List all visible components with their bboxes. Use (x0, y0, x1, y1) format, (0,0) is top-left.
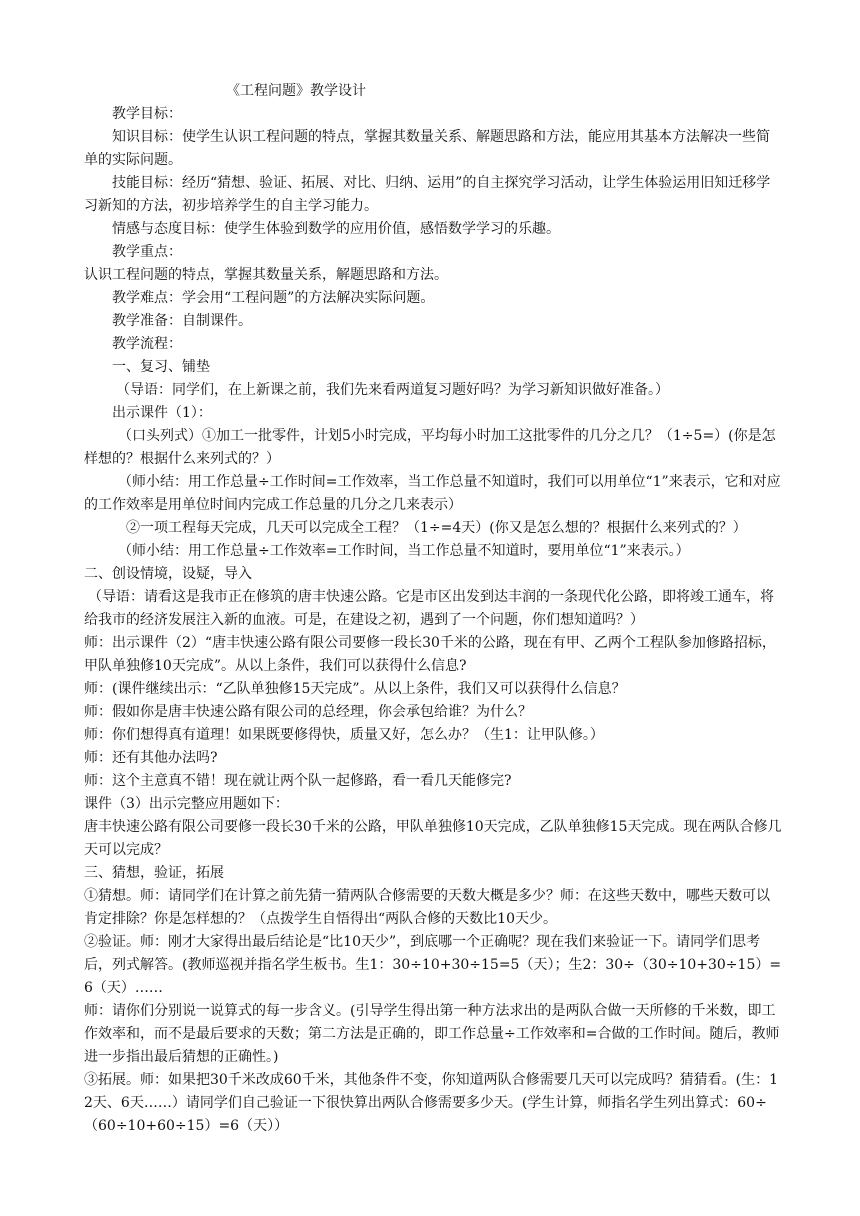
paragraph: 认识工程问题的特点，掌握其数量关系，解题思路和方法。 (84, 267, 448, 283)
paragraph: 师：这个主意真不错！现在就让两个队一起修路，看一看几天能修完? (84, 773, 512, 789)
paragraph: 教学重点： (112, 244, 182, 260)
document-page (84, 80, 782, 1138)
paragraph: （口头列式）①加工一批零件，计划5小时完成，平均每小时加工这批零件的几分之几？（1÷5=）(你是怎样想的？根据什么来列式的？） (84, 428, 776, 467)
paragraph: 知识目标：使学生认识工程问题的特点，掌握其数量关系、解题思路和方法，能应用其基本方法解决一些简单的实际问题。 (84, 129, 770, 168)
paragraph: 师：出示课件（2）“唐丰快速公路有限公司要修一段长30千米的公路，现在有甲、乙两个工程队参加修路招标，甲队单独修10天完成”。从以上条件，我们可以获得什么信息? (84, 635, 776, 674)
paragraph: 技能目标：经历“猜想、验证、拓展、对比、归纳、运用”的自主探究学习活动，让学生体验运用旧知迁移学习新知的方法，初步培养学生的自主学习能力。 (84, 175, 771, 214)
paragraph: 师：还有其他办法吗? (84, 750, 218, 766)
paragraph: ③拓展。师：如果把30千米改成60千米，其他条件不变，你知道两队合修需要几天可以完成吗？猜猜看。(生：12天、6天……）请同学们自己验证一下很快算出两队合修需要多少天。(学生计算，师指名学生列出算式：60÷（60÷10+60÷15）=6（天）） (84, 1072, 778, 1134)
paragraph: 师：假如你是唐丰快速公路有限公司的总经理，你会承包给谁？为什么？ (84, 704, 532, 720)
paragraph: （导语：请看这是我市正在修筑的唐丰快速公路。它是市区出发到达丰润的一条现代化公路，即将竣工通车，将给我市的经济发展注入新的血液。可是，在建设之初，遇到了一个问题，你们想知道吗？） (84, 589, 774, 628)
paragraph: （师小结：用工作总量÷工作时间=工作效率，当工作总量不知道时，我们可以用单位“1”来表示，它和对应的工作效率是用单位时间内完成工作总量的几分之几来表示） (84, 474, 781, 513)
paragraph: ①猜想。师：请同学们在计算之前先猜一猜两队合修需要的天数大概是多少？师：在这些天数中，哪些天数可以肯定排除？你是怎样想的？（点拨学生自悟得出“两队合修的天数比10天少。 (84, 888, 770, 927)
paragraph: 课件（3）出示完整应用题如下： (84, 796, 289, 812)
paragraph: 教学目标： (112, 106, 182, 122)
paragraph: ②一项工程每天完成，几天可以完成全工程？（1÷=4天）(你又是怎么想的？根据什么来列式的？） (126, 520, 747, 536)
paragraph: 教学流程： (112, 336, 182, 352)
paragraph: 师：请你们分别说一说算式的每一步含义。(引导学生得出第一种方法求出的是两队合做一天所修的千米数，即工作效率和，而不是最后要求的天数；第二方法是正确的，即工作总量÷工作效率和=合做的工作时间。随后，教师进一步指出最后猜想的正确性。) (84, 1003, 780, 1065)
paragraph: （师小结：用工作总量÷工作效率=工作时间，当工作总量不知道时，要用单位“1”来表示。） (118, 543, 690, 559)
paragraph: ②验证。师：刚才大家得出最后结论是“比10天少”，到底哪一个正确呢？现在我们来验证一下。请同学们思考后，列式解答。(教师巡视并指名学生板书。生1：30÷10+30÷15=5（天）；生2：30÷（30÷10+30÷15）=6（天）…… (84, 934, 782, 996)
paragraph: 教学准备：自制课件。 (112, 313, 252, 329)
paragraph: （导语：同学们，在上新课之前，我们先来看两道复习题好吗？为学习新知识做好准备。） (116, 382, 669, 398)
paragraph: 师：(课件继续出示：“乙队单独修15天完成”。从以上条件，我们又可以获得什么信息？ (84, 681, 626, 697)
document-title: 《工程问题》教学设计 (226, 83, 366, 99)
paragraph: 二、创设情境，设疑，导入 (84, 566, 252, 582)
paragraph: 三、猜想，验证，拓展 (84, 865, 224, 881)
paragraph: 出示课件（1）： (112, 405, 212, 421)
paragraph: 唐丰快速公路有限公司要修一段长30千米的公路，甲队单独修10天完成，乙队单独修15天完成。现在两队合修几天可以完成？ (84, 819, 782, 858)
paragraph: 情感与态度目标：使学生体验到数学的应用价值，感悟数学学习的乐趣。 (112, 221, 560, 237)
paragraph: 师：你们想得真有道理！如果既要修得快，质量又好，怎么办？（生1：让甲队修。） (84, 727, 604, 743)
paragraph: 教学难点：学会用“工程问题”的方法解决实际问题。 (112, 290, 435, 306)
paragraph: 一、复习、铺垫 (112, 359, 210, 375)
